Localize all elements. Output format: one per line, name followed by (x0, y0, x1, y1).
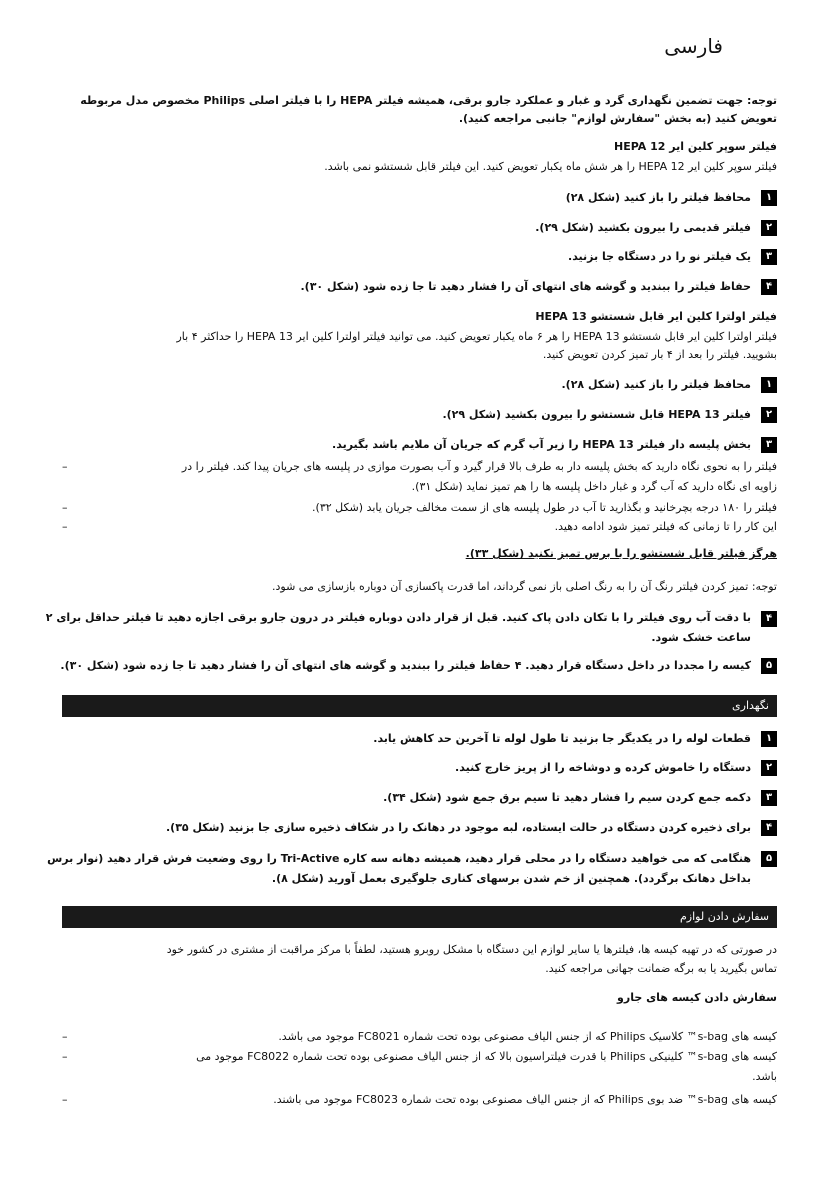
step-number: ۵ (761, 658, 777, 674)
step-text: یک فیلتر نو را در دستگاه جا بزنید. (568, 250, 751, 263)
bullet-text: فیلتر را به نحوی نگاه دارید که بخش پلیسه دار به طرف بالا قرار گیرد و آب بصورت موازی در پلیسه های جریان پیدا کند. فیلتر را در (181, 460, 777, 473)
section-header-ordering: سفارش دادن لوازم (62, 906, 777, 928)
bullet-text: زاویه ای نگاه دارید که آب گرد و غبار داخل پلیسه ها را هم تمیز نماید (شکل ۳۱). (411, 480, 777, 493)
step-number: ۴ (761, 279, 777, 295)
step-number: ۵ (761, 851, 777, 867)
step-text: دستگاه را خاموش کرده و دوشاخه را از پریز خارج کنید. (455, 761, 751, 774)
bullet-text: کیسه های s-bag™ ضد بوی Philips که از جنس الیاف مصنوعی بوده تحت شماره FC8023 موجود می باشند. (273, 1093, 777, 1106)
step-text: حفاظ فیلتر را ببندید و گوشه های انتهای آن را فشار دهید تا جا زده شود (شکل ۳۰). (300, 280, 751, 293)
step-text: ساعت خشک شود. (651, 631, 751, 644)
hepa12-desc: فیلتر سوپر کلین ایر HEPA 12 را هر شش ماه یکبار تعویض کنید. این فیلتر قابل شستشو نمی باشد. (324, 160, 777, 173)
ordering-subtitle: سفارش دادن کیسه های جارو (617, 991, 777, 1004)
bullet-text: کیسه های s-bag™ کلاسیک Philips که از جنس الیاف مصنوعی بوده تحت شماره FC8021 موجود می باشد. (278, 1030, 777, 1043)
step-text: برای ذخیره کردن دستگاه در حالت ایستاده، لبه موجود در دهانک را در شکاف ذخیره سازی جا بزنید (شکل ۳۵). (165, 821, 751, 834)
step-number: ۱ (761, 731, 777, 747)
dash-bullet: – (62, 501, 68, 514)
bullet-text: این کار را تا زمانی که فیلتر تمیز شود ادامه دهید. (554, 520, 777, 533)
step-number: ۳ (761, 249, 777, 265)
bullet-text: باشد. (752, 1070, 777, 1083)
hepa12-title: فیلتر سوپر کلین ایر HEPA 12 (614, 140, 777, 153)
dash-bullet: – (62, 520, 68, 533)
step-text: فیلتر HEPA 13 قابل شستشو را بیرون بکشید (شکل ۲۹). (442, 408, 751, 421)
step-number: ۱ (761, 190, 777, 206)
step-text: فیلتر قدیمی را بیرون بکشید (شکل ۲۹). (535, 221, 751, 234)
step-number: ۱ (761, 377, 777, 393)
warning-text: هرگز فیلتر قابل شستشو را با برس تمیز نکنید (شکل ۳۳). (465, 547, 777, 560)
bullet-text: کیسه های s-bag™ کلینیکی Philips با قدرت فیلتراسیون بالا که از جنس الیاف مصنوعی بوده تحت شماره FC8022 موجود می (196, 1050, 777, 1063)
dash-bullet: – (62, 1093, 68, 1106)
step-number: ۴ (761, 820, 777, 836)
step-text: بخش پلیسه دار فیلتر HEPA 13 را زیر آب گرم که جریان آن ملایم باشد بگیرید. (332, 438, 751, 451)
step-number: ۲ (761, 760, 777, 776)
step-text: با دقت آب روی فیلتر را با تکان دادن پاک کنید. قبل از قرار دادن دوباره فیلتر در درون جارو برقی اجازه دهید تا فیلتر حداقل برای ۲ (45, 611, 751, 624)
step-number: ۳ (761, 437, 777, 453)
hepa13-title: فیلتر اولترا کلین ایر قابل شستشو HEPA 13 (535, 310, 777, 323)
bullet-text: فیلتر را ۱۸۰ درجه بچرخانید و بگذارید تا آب در طول پلیسه های از سمت مخالف جریان یابد (شکل ۳۲). (312, 501, 777, 514)
dash-bullet: – (62, 460, 68, 473)
note-line: تعویض کنید (به بخش "سفارش لوازم" جانبی مراجعه کنید). (458, 112, 777, 125)
language-title: فارسی (664, 34, 723, 58)
dash-bullet: – (62, 1030, 68, 1043)
step-text: محافظ فیلتر را باز کنید (شکل ۲۸) (565, 191, 751, 204)
step-text: قطعات لوله را در یکدیگر جا بزنید تا طول لوله تا آخرین حد کاهش یابد. (373, 732, 751, 745)
ordering-desc: در صورتی که در تهیه کیسه ها، فیلترها یا سایر لوازم این دستگاه با مشکل روبرو هستید، لطفاً با مرکز مراقبت از مشتری در کشور خود (166, 943, 777, 956)
step-number: ۲ (761, 407, 777, 423)
hepa13-desc: فیلتر اولترا کلین ایر قابل شستشو HEPA 13 را هر ۶ ماه یکبار تعویض کنید. می توانید فیلتر اولترا کلین ایر HEPA 13 را حداکثر ۴ بار (176, 330, 777, 343)
ordering-desc: تماس بگیرید یا به برگه ضمانت جهانی مراجعه کنید. (545, 962, 777, 975)
hepa13-desc: بشویید. فیلتر را بعد از ۴ بار تمیز کردن تعویض کنید. (542, 348, 777, 361)
dash-bullet: – (62, 1050, 68, 1063)
step-number: ۳ (761, 790, 777, 806)
step-number: ۴ (761, 611, 777, 627)
step-text: دکمه جمع کردن سیم را فشار دهید تا سیم برق جمع شود (شکل ۳۴). (383, 791, 751, 804)
step-text: بداخل دهانک برگردد). همچنین از خم شدن برسهای کناری جلوگیری بعمل آورید (شکل ۸). (271, 872, 751, 885)
note-text: توجه: تمیز کردن فیلتر رنگ آن را به رنگ اصلی باز نمی گرداند، اما قدرت پاکسازی آن دوباره بازسازی می شود. (272, 580, 777, 593)
step-text: محافظ فیلتر را باز کنید (شکل ۲۸). (561, 378, 751, 391)
section-header-storage: نگهداری (62, 695, 777, 717)
note-line: توجه: جهت تضمین نگهداری گرد و غبار و عملکرد جارو برقی، همیشه فیلتر HEPA را با فیلتر اصلی Philips مخصوص مدل مربوطه (80, 94, 777, 107)
step-text: هنگامی که می خواهید دستگاه را در محلی قرار دهید، همیشه دهانه سه کاره Tri-Active را روی وضعیت فرش قرار دهید (نوار برس (47, 852, 751, 865)
step-text: کیسه را مجددا در داخل دستگاه قرار دهید. ۴ حفاظ فیلتر را ببندید و گوشه های انتهای آن را فشار دهید تا جا زده شود (شکل ۳۰). (60, 659, 751, 672)
step-number: ۲ (761, 220, 777, 236)
